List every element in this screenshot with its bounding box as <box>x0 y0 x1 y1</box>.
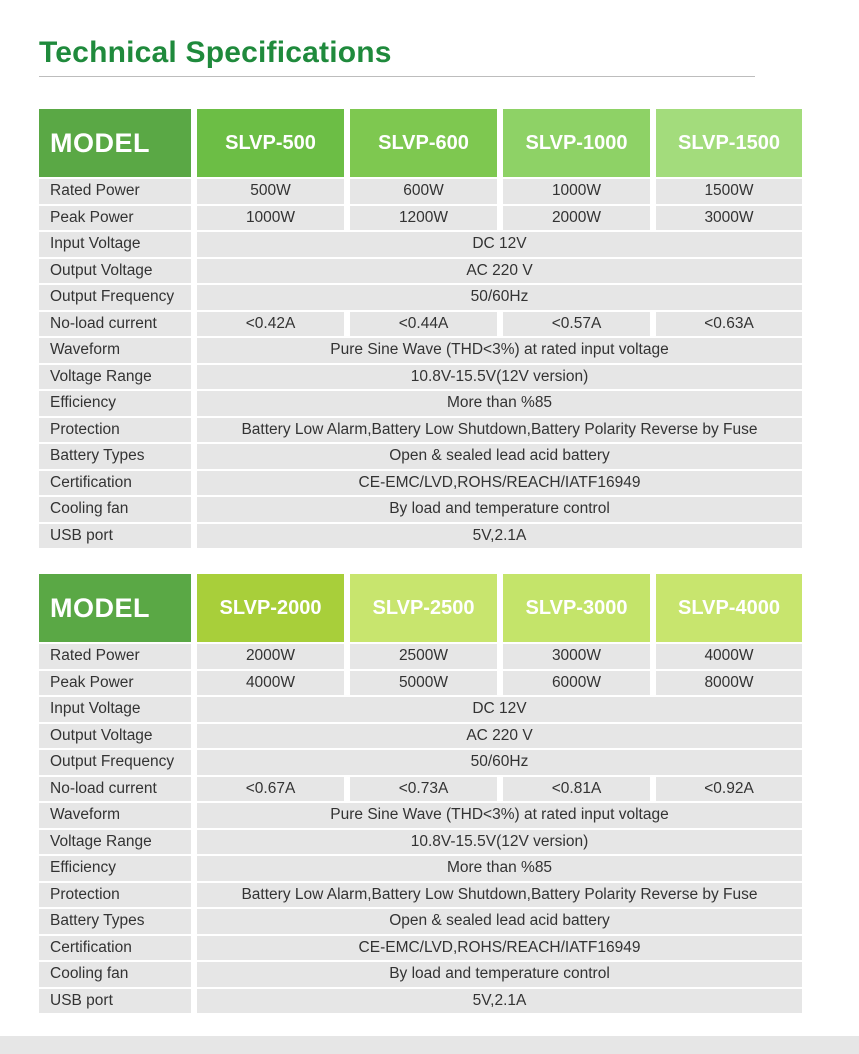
spec-label: Output Frequency <box>39 750 191 775</box>
spec-row <box>39 444 802 471</box>
spec-label: Peak Power <box>39 671 191 696</box>
spec-value: <0.67A <box>197 777 344 802</box>
spec-value: <0.57A <box>503 312 650 337</box>
spec-label: Rated Power <box>39 179 191 204</box>
spec-value: <0.81A <box>503 777 650 802</box>
spec-label: Certification <box>39 471 191 496</box>
spec-label: Voltage Range <box>39 365 191 390</box>
spec-value: 3000W <box>656 206 802 231</box>
spec-label: Cooling fan <box>39 497 191 522</box>
spec-row <box>39 312 802 339</box>
spec-label: Waveform <box>39 338 191 363</box>
spec-label: Cooling fan <box>39 962 191 987</box>
model-header: MODEL <box>39 109 191 177</box>
spec-value: CE-EMC/LVD,ROHS/REACH/IATF16949 <box>197 936 802 961</box>
spec-row <box>39 524 802 551</box>
spec-label: Protection <box>39 418 191 443</box>
spec-value: 4000W <box>656 644 802 669</box>
spec-value: AC 220 V <box>197 724 802 749</box>
model-name-header: SLVP-1500 <box>656 109 802 177</box>
spec-value: Battery Low Alarm,Battery Low Shutdown,Battery Polarity Reverse by Fuse <box>197 418 802 443</box>
spec-label: Certification <box>39 936 191 961</box>
spec-label: No-load current <box>39 777 191 802</box>
spec-value: More than %85 <box>197 391 802 416</box>
spec-row <box>39 777 802 804</box>
model-name-header: SLVP-1000 <box>503 109 650 177</box>
spec-value: 4000W <box>197 671 344 696</box>
spec-value: 2500W <box>350 644 497 669</box>
spec-label: Efficiency <box>39 391 191 416</box>
model-name-header: SLVP-2000 <box>197 574 344 642</box>
spec-value: DC 12V <box>197 697 802 722</box>
spec-label: Battery Types <box>39 909 191 934</box>
spec-row <box>39 206 802 233</box>
model-name-header: SLVP-4000 <box>656 574 802 642</box>
spec-row <box>39 418 802 445</box>
spec-label: No-load current <box>39 312 191 337</box>
spec-value: 1500W <box>656 179 802 204</box>
spec-value: 10.8V-15.5V(12V version) <box>197 830 802 855</box>
spec-value: Pure Sine Wave (THD<3%) at rated input voltage <box>197 338 802 363</box>
spec-value: <0.92A <box>656 777 802 802</box>
spec-row <box>39 750 802 777</box>
spec-value: 1000W <box>503 179 650 204</box>
page-title: Technical Specifications <box>39 36 392 69</box>
spec-label: Rated Power <box>39 644 191 669</box>
spec-value: By load and temperature control <box>197 962 802 987</box>
spec-row <box>39 497 802 524</box>
spec-row <box>39 856 802 883</box>
spec-value: DC 12V <box>197 232 802 257</box>
spec-value: Open & sealed lead acid battery <box>197 909 802 934</box>
spec-value: AC 220 V <box>197 259 802 284</box>
spec-row <box>39 989 802 1016</box>
model-name-header: SLVP-3000 <box>503 574 650 642</box>
spec-row <box>39 962 802 989</box>
spec-value: 50/60Hz <box>197 750 802 775</box>
spec-label: Input Voltage <box>39 232 191 257</box>
spec-value: <0.42A <box>197 312 344 337</box>
spec-row <box>39 391 802 418</box>
spec-row <box>39 697 802 724</box>
spec-value: 10.8V-15.5V(12V version) <box>197 365 802 390</box>
spec-value: <0.73A <box>350 777 497 802</box>
spec-row <box>39 259 802 286</box>
spec-rows <box>39 179 802 550</box>
spec-label: Output Frequency <box>39 285 191 310</box>
spec-row <box>39 285 802 312</box>
spec-value: Pure Sine Wave (THD<3%) at rated input voltage <box>197 803 802 828</box>
spec-value: 50/60Hz <box>197 285 802 310</box>
spec-value: 2000W <box>197 644 344 669</box>
spec-value: 8000W <box>656 671 802 696</box>
spec-value: 6000W <box>503 671 650 696</box>
spec-row <box>39 365 802 392</box>
spec-value: Open & sealed lead acid battery <box>197 444 802 469</box>
spec-row <box>39 232 802 259</box>
spec-rows <box>39 644 802 1015</box>
spec-row <box>39 883 802 910</box>
model-header: MODEL <box>39 574 191 642</box>
spec-value: <0.63A <box>656 312 802 337</box>
spec-value: 1000W <box>197 206 344 231</box>
spec-row <box>39 179 802 206</box>
model-name-header: SLVP-2500 <box>350 574 497 642</box>
spec-label: Output Voltage <box>39 259 191 284</box>
spec-row <box>39 471 802 498</box>
spec-label: Voltage Range <box>39 830 191 855</box>
spec-label: USB port <box>39 524 191 549</box>
spec-row <box>39 644 802 671</box>
spec-value: 5V,2.1A <box>197 989 802 1014</box>
spec-label: Output Voltage <box>39 724 191 749</box>
spec-value: More than %85 <box>197 856 802 881</box>
spec-value: 3000W <box>503 644 650 669</box>
model-name-header: SLVP-600 <box>350 109 497 177</box>
title-divider <box>39 76 755 77</box>
spec-label: Battery Types <box>39 444 191 469</box>
spec-row <box>39 803 802 830</box>
spec-row <box>39 909 802 936</box>
spec-value: 5V,2.1A <box>197 524 802 549</box>
spec-row <box>39 936 802 963</box>
spec-value: 5000W <box>350 671 497 696</box>
spec-label: Efficiency <box>39 856 191 881</box>
spec-value: 500W <box>197 179 344 204</box>
spec-value: <0.44A <box>350 312 497 337</box>
spec-value: 600W <box>350 179 497 204</box>
spec-value: Battery Low Alarm,Battery Low Shutdown,Battery Polarity Reverse by Fuse <box>197 883 802 908</box>
footer-bar <box>0 1036 859 1054</box>
spec-row <box>39 830 802 857</box>
spec-label: Peak Power <box>39 206 191 231</box>
spec-row <box>39 671 802 698</box>
spec-value: 2000W <box>503 206 650 231</box>
spec-row <box>39 338 802 365</box>
model-name-header: SLVP-500 <box>197 109 344 177</box>
spec-value: 1200W <box>350 206 497 231</box>
spec-label: USB port <box>39 989 191 1014</box>
spec-value: CE-EMC/LVD,ROHS/REACH/IATF16949 <box>197 471 802 496</box>
spec-label: Input Voltage <box>39 697 191 722</box>
spec-label: Protection <box>39 883 191 908</box>
spec-value: By load and temperature control <box>197 497 802 522</box>
spec-label: Waveform <box>39 803 191 828</box>
spec-row <box>39 724 802 751</box>
